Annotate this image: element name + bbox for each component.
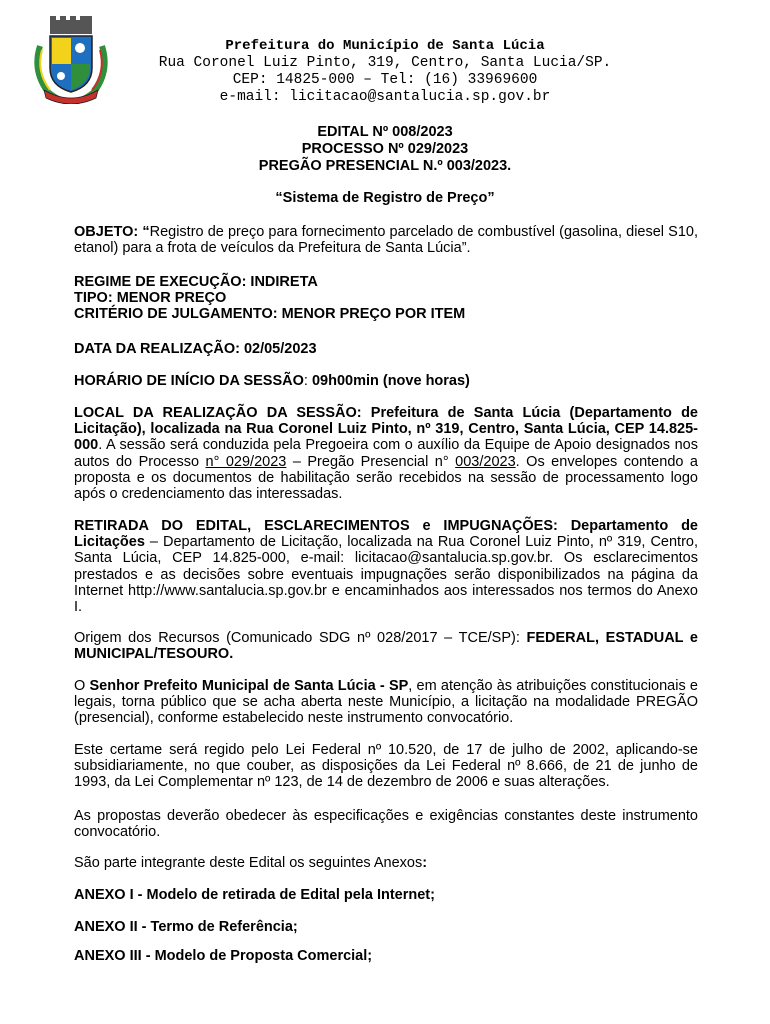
- horario-value: 09h00min (nove horas): [311, 373, 470, 389]
- edital-number: EDITAL Nº 008/2023: [317, 124, 453, 140]
- local-text-1: . A sessão será conduzida pela Pregoeira com o auxílio da Equipe de Apoio designados nos autos do Processo: [74, 437, 698, 470]
- email-line: e-mail: licitacao@santalucia.sp.gov.br: [219, 89, 551, 105]
- anexo-item: ANEXO III - Modelo de Proposta Comercial;: [74, 948, 373, 964]
- origem-bold: FEDERAL, ESTADUAL e MUNICIPAL/TESOURO.: [74, 630, 698, 663]
- prefeito-paragraph: [74, 678, 698, 727]
- objeto-label: OBJETO: “: [74, 224, 150, 240]
- retirada-text: – Departamento de Licitação, localizada na Rua Coronel Luiz Pinto, nº 319, Centro, Santa Lúcia, CEP 14.825-000, e-mail: licitacao@santalucia.sp.gov.br. Os esclarecimentos prestados e as decisões sobre eventuais impugnações serão disponibilizados na página da Internet http://www.santalucia.sp.gov.br e encaminhados aos interessados nos termos do Anexo I.: [74, 534, 698, 616]
- criterio-line: CRITÉRIO DE JULGAMENTO: MENOR PREÇO POR ITEM: [74, 306, 466, 323]
- anexos-intro-colon: :: [422, 855, 428, 871]
- local-bold: LOCAL DA REALIZAÇÃO DA SESSÃO: Prefeitura de Santa Lúcia (Departamento de Licitação), localizada na Rua Coronel Luiz Pinto, nº 319, Centro, Santa Lúcia, CEP 14.825-000: [74, 405, 698, 454]
- propostas-paragraph: As propostas deverão obedecer às especificações e exigências constantes deste instrumento convocatório.: [74, 808, 698, 841]
- horario-label: HORÁRIO DE INÍCIO DA SESSÃO: [74, 373, 304, 389]
- local-text-2: – Pregão Presencial n°: [286, 453, 456, 470]
- retirada-bold: RETIRADA DO EDITAL, ESCLARECIMENTOS e IMPUGNAÇÕES: Departamento de Licitações: [74, 518, 698, 551]
- regime-line: REGIME DE EXECUÇÃO: INDIRETA: [74, 274, 318, 290]
- objeto-text: Registro de preço para fornecimento parcelado de combustível (gasolina, diesel S10, etanol) para a frota de veículos da Prefeitura de Santa Lúcia”.: [74, 224, 698, 257]
- municipality-name: Prefeitura do Município de Santa Lúcia: [225, 38, 545, 54]
- cep-tel-line: CEP: 14825-000 – Tel: (16) 33969600: [232, 72, 538, 88]
- horario-separator: :: [303, 373, 312, 389]
- anexos-intro: [74, 855, 698, 871]
- regime-block: [74, 274, 698, 323]
- document-titles: [74, 124, 696, 175]
- pregao-number: PREGÃO PRESENCIAL N.º 003/2023.: [258, 158, 512, 174]
- lei-paragraph: Este certame será regido pelo Lei Federal nº 10.520, de 17 de julho de 2002, aplicando-se subsidiariamente, no que couber, as disposições da Lei Federal nº 8.666, de 21 de junho de 1993, da Lei Complementar nº 123, de 14 de dezembro de 2006 e suas alterações.: [74, 742, 698, 791]
- tipo-line: TIPO: MENOR PREÇO: [74, 290, 227, 307]
- address-line: Rua Coronel Luiz Pinto, 319, Centro, Santa Lucia/SP.: [158, 55, 612, 71]
- prefeito-bold: Senhor Prefeito Municipal de Santa Lúcia - SP: [89, 678, 409, 694]
- origem-text: Origem dos Recursos (Comunicado SDG nº 028/2017 – TCE/SP):: [74, 630, 527, 646]
- horario-paragraph: [74, 373, 698, 389]
- letterhead: [120, 38, 650, 106]
- anexo-item: ANEXO II - Termo de Referência;: [74, 919, 298, 935]
- prefeito-text: , em atenção às atribuições constitucionais e legais, torna público que se acha aberta neste Município, a licitação na modalidade PREGÃO (presencial), conforme estabelecido neste instrumento convocatório.: [74, 678, 698, 727]
- local-text-3: . Os envelopes contendo a proposta e os documentos de habilitação serão recebidos na sessão de processamento logo após o credenciamento das interessadas.: [74, 453, 698, 503]
- retirada-paragraph: [74, 518, 698, 615]
- document-subtitle: “Sistema de Registro de Preço”: [275, 190, 495, 206]
- data-realizacao: DATA DA REALIZAÇÃO: 02/05/2023: [74, 341, 317, 357]
- processo-reference: n° 029/2023: [205, 453, 287, 470]
- pregao-reference: 003/2023: [455, 453, 516, 470]
- municipal-coat-of-arms-icon: [30, 16, 112, 104]
- anexos-intro-text: São parte integrante deste Edital os seguintes Anexos: [74, 855, 423, 871]
- origem-paragraph: [74, 630, 698, 662]
- local-paragraph: [74, 405, 698, 502]
- anexo-item: ANEXO I - Modelo de retirada de Edital pela Internet;: [74, 887, 435, 903]
- prefeito-pre: O: [74, 678, 90, 694]
- objeto-paragraph: [74, 224, 698, 256]
- processo-number: PROCESSO Nº 029/2023: [301, 141, 469, 157]
